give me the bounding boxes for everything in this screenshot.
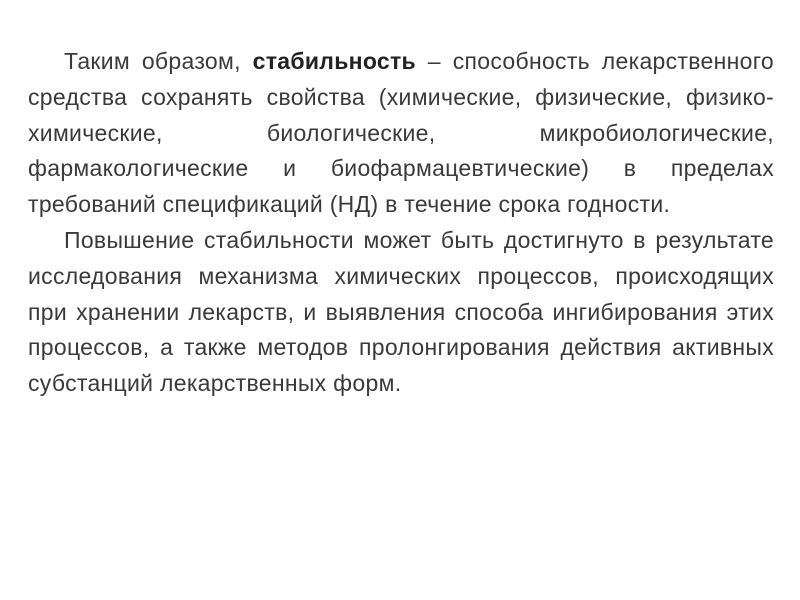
text-block	[28, 44, 774, 402]
paragraph-lead: Таким образом,	[64, 48, 253, 74]
paragraph-definition-rest: – способность лекарственного средства сохранять свойства (химические, физические, физико-химические, биологические, микробиологические, фармакологические и биофармацевтические) в пределах требований спецификаций (НД) в течение срока годности.	[28, 48, 774, 218]
paragraph-definition	[28, 44, 774, 223]
stability-term: стабильность	[252, 48, 416, 74]
paragraph-improvement: Повышение стабильности может быть достигнуто в результате исследования механизма химических процессов, происходящих при хранении лекарств, и выявления способа ингибирования этих процессов, а также методов пролонгирования действия активных субстанций лекарственных форм.	[28, 226, 774, 397]
